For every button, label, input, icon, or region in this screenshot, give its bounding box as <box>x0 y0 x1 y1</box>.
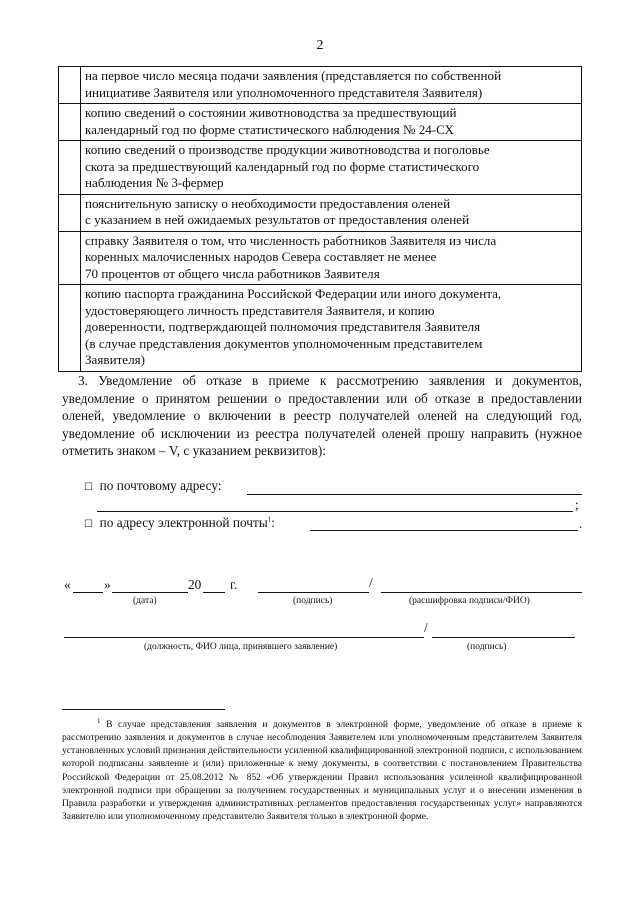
checklist-item-line: инициативе Заявителя или уполномоченного представителя Заявителя) <box>85 84 483 100</box>
official-slash: / <box>424 620 428 635</box>
postal-option <box>84 478 222 494</box>
checklist-item-line: с указанием в ней ожидаемых результатов от предоставления оленей <box>85 212 470 227</box>
official-caption: (должность, ФИО лица, принявшего заявление) <box>144 642 338 652</box>
page-number: 2 <box>316 38 324 53</box>
checklist-row <box>59 141 582 195</box>
footnote <box>62 715 582 823</box>
checklist-mark-cell[interactable] <box>59 67 81 104</box>
date-quote-close: » <box>104 577 111 592</box>
postal-label: по почтовому адресу: <box>99 478 222 493</box>
checklist-item-line: 70 процентов от общего числа работников Заявителя <box>85 265 380 281</box>
email-checkbox[interactable]: ☐ <box>84 519 93 530</box>
checklist-item-line: скота за предшествующий календарный год по форме статистического <box>85 158 480 174</box>
checklist-mark-cell[interactable] <box>59 231 81 285</box>
checklist-item-line: доверенности, подтверждающей полномочия представителя Заявителя <box>85 319 481 334</box>
checklist-item-line: справку Заявителя о том, что численность работников Заявителя из числа <box>85 232 497 248</box>
checklist-item-line: пояснительную записку о необходимости предоставления оленей <box>85 195 451 211</box>
email-end-mark: . <box>579 516 583 531</box>
checklist-row <box>59 194 582 231</box>
checklist-mark-cell[interactable] <box>59 194 81 231</box>
checklist-item-line: Заявителя) <box>85 352 146 367</box>
checklist-item-line: календарный год по форме статистического наблюдения № 24-СХ <box>85 121 455 137</box>
date-year-line[interactable] <box>203 592 225 593</box>
checklist-item-text <box>81 194 582 231</box>
checklist-mark-cell[interactable] <box>59 141 81 195</box>
date-day-line[interactable] <box>73 592 103 593</box>
postal-checkbox[interactable]: ☐ <box>84 482 93 493</box>
date-month-line[interactable] <box>112 592 188 593</box>
applicant-name-line[interactable] <box>381 592 582 593</box>
checklist-row <box>59 104 582 141</box>
notice-paragraph: 3. Уведомление об отказе в приеме к рассмотрению заявления и документов, уведомление о принятом решении о предоставлении или об отказе в предоставлении оленей, уведомление о включении в реестр получателей оленей на следующий год, уведомление об исключении из реестра получателей оленей прошу направить (нужное отметить знаком – V, с указанием реквизитов): <box>62 373 582 458</box>
checklist-item-line: копию сведений о состоянии животноводства за предшествующий <box>85 105 457 120</box>
checklist-item-line: удостоверяющего личность представителя Заявителя, и копию <box>85 302 435 318</box>
sign-caption: (подпись) <box>293 596 333 606</box>
checklist-item-text <box>81 231 582 285</box>
official-name-line[interactable] <box>64 637 424 638</box>
email-colon: : <box>271 515 275 530</box>
email-footnote-mark: 1 <box>267 515 272 524</box>
checklist-item-line: копию сведений о производстве продукции животноводства и поголовье <box>85 142 490 157</box>
checklist-row <box>59 285 582 372</box>
checklist-item-text <box>81 141 582 195</box>
checklist-item-line: копию паспорта гражданина Российской Федерации или иного документа, <box>85 286 502 301</box>
checklist-mark-cell[interactable] <box>59 285 81 372</box>
decode-caption: (расшифровка подписи/ФИО) <box>409 596 530 606</box>
signature-slash: / <box>369 575 373 590</box>
official-sign-caption: (подпись) <box>467 642 507 652</box>
date-caption: (дата) <box>133 596 157 606</box>
checklist-item-text <box>81 285 582 372</box>
footnote-mark: 1 <box>97 717 101 725</box>
checklist-item-line: (в случае представления документов уполномоченным представителем <box>85 335 483 351</box>
postal-address-line[interactable] <box>247 494 582 495</box>
email-address-line[interactable] <box>310 530 578 531</box>
date-year-suffix: г. <box>230 577 238 592</box>
checklist-item-line: на первое число месяца подачи заявления (представляется по собственной <box>85 68 502 83</box>
postal-address-line-2[interactable] <box>97 511 573 512</box>
date-quote-open: « <box>64 577 71 592</box>
checklist-item-text <box>81 67 582 104</box>
checklist-mark-cell[interactable] <box>59 104 81 141</box>
checklist-row <box>59 231 582 285</box>
applicant-signature-line[interactable] <box>258 592 369 593</box>
postal-end-mark: ; <box>575 497 579 512</box>
checklist-row <box>59 67 582 104</box>
checklist-item-line: коренных малочисленных народов Севера составляет не менее <box>85 249 437 264</box>
email-option <box>84 515 275 531</box>
documents-checklist-table <box>58 66 582 372</box>
date-year-prefix: 20 <box>188 577 202 592</box>
footnote-text: В случае представления заявления и документов в электронной форме, уведомление об отказе в приеме к рассмотрению заявления и документов в случае несоблюдения Заявителем или уполномоченным представителем Заявителя установленных условий признания действительности усиленной квалифицированной электронной подписи, с использованием которой подписаны заявление и (или) приложенные к нему документы, в соответствии с постановлением Правительства Российской Федерации от 25.08.2012 № 852 «Об утверждении Правил использования усиленной квалифицированной электронной подписи при обращении за получением государственных и муниципальных услуг и о внесении изменения в Правила разработки и утверждения административных регламентов предоставления государственных услуг» направляются Заявителю или уполномоченному представителю Заявителя только в электронной форме. <box>62 719 583 822</box>
official-signature-line[interactable] <box>432 637 575 638</box>
email-label: по адресу электронной почты <box>99 515 268 530</box>
footnote-separator <box>62 709 225 710</box>
checklist-item-text <box>81 104 582 141</box>
checklist-item-line: наблюдения № 3-фермер <box>85 175 224 190</box>
